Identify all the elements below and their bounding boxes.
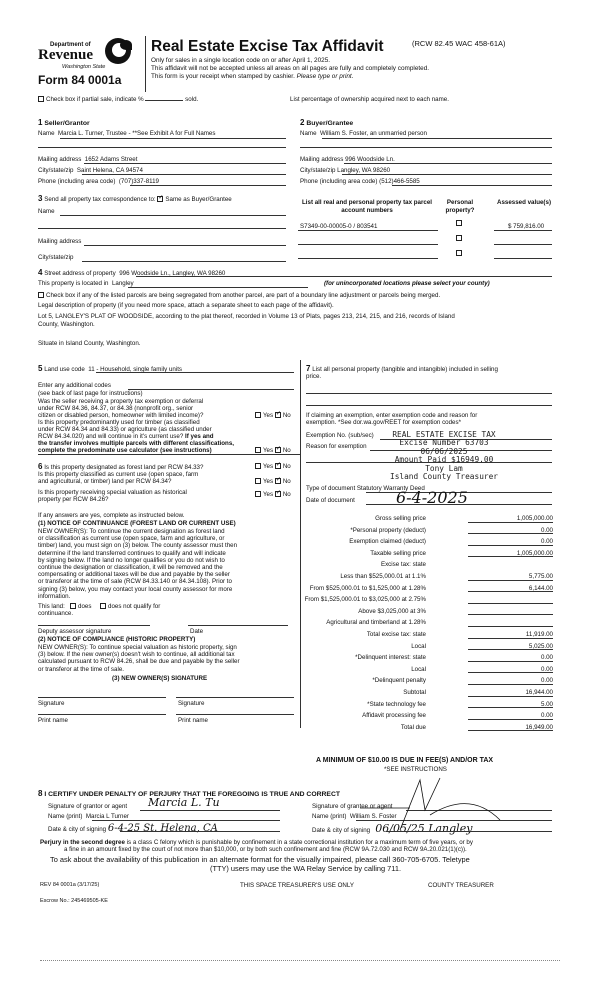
availability-line-2: (TTY) users may use the WA Relay Service by calling 711. <box>210 864 401 873</box>
legal-line-3: Situate in Island County, Washington. <box>38 340 141 347</box>
escrow-number: Escrow No.: 245469505-KE <box>40 898 108 904</box>
buyer-phone-line <box>392 185 552 186</box>
perjury-bold: Perjury in the second degree <box>40 839 125 846</box>
notice1-line: information. <box>38 592 71 600</box>
q1-yes-no <box>255 412 291 419</box>
tax-row-value[interactable]: 6,144.00 <box>468 585 553 593</box>
buyer-city-label: City/state/zip <box>300 167 336 174</box>
seller-name-line <box>60 138 286 139</box>
deputy-date-line <box>188 625 288 626</box>
tax-row-value[interactable] <box>468 619 553 627</box>
q1-yes-label: Yes <box>263 412 274 419</box>
doc-type-value[interactable]: Statutory Warranty Deed <box>356 485 425 492</box>
tax-row-value[interactable] <box>468 561 553 569</box>
revision-note: REV 84 0001a (3/17/25) <box>40 882 100 888</box>
sec5-head-text: Land use code <box>44 366 85 373</box>
notice1-line: by signing below. If the land no longer qualifies or you do not wish to <box>38 556 225 564</box>
grantor-name-value[interactable]: Marcia L Turner <box>85 813 129 820</box>
notice2-line: calculated pursuant to RCW 84.26, shall be due and payable by the seller <box>38 658 240 666</box>
buyer-phone-value[interactable]: (512)466-5585 <box>379 178 420 185</box>
q1-no-checkbox[interactable] <box>275 412 281 418</box>
minimum-notice: A MINIMUM OF $10.00 IS DUE IN FEE(S) AND/OR TAX <box>316 757 494 764</box>
grantor-name-label: Name (print) <box>48 813 83 820</box>
seller-phone-line <box>130 185 286 186</box>
sig2-label: Signature <box>178 700 205 707</box>
segregated-label: Check box if any of the listed parcels are being segregated from another parcel, are part of a boundary line adjustment or parcels being merged. <box>46 292 441 299</box>
sec3-city-label: City/state/zip <box>38 254 74 261</box>
sig1-label: Signature <box>38 700 65 707</box>
buyer-name-line <box>322 138 552 139</box>
buyer-city-value[interactable]: Langley, WA 98260 <box>337 167 391 174</box>
deputy-date-label: Date <box>190 628 204 635</box>
grantor-sig-label: Signature of grantor or agent <box>48 803 128 810</box>
stamp-line-4: Amount Paid $16949.00 <box>394 455 494 465</box>
personal-checkbox-3[interactable] <box>456 250 462 256</box>
grantor-sig-line <box>140 810 280 811</box>
tax-row-label: Less than $525,000.01 at 1.1% <box>340 573 426 580</box>
assessed-line1 <box>494 230 552 231</box>
grantee-name-label: Name (print) <box>312 813 347 820</box>
stamp-line-2: Excise Number 63703 <box>399 438 489 448</box>
located-value[interactable]: Langley <box>111 280 134 287</box>
stamp-line-6: Island County Treasurer <box>390 472 498 482</box>
tax-row-label: Total due <box>400 723 426 731</box>
tax-row-label: Gross selling price <box>375 515 426 522</box>
sec6-q1-yes-checkbox[interactable] <box>255 463 261 469</box>
notice2-body <box>38 644 240 673</box>
notice2-line: NEW OWNER(S): To continue special valuation as historic property, sign <box>38 644 237 651</box>
q2-line-3a: RCW 84.34.020) and will continue in it's current use? <box>38 433 184 440</box>
partial-sale-row <box>38 96 198 103</box>
additional-codes-line <box>128 389 294 390</box>
doc-date-value[interactable]: 6-4-2025 <box>396 488 468 507</box>
notice2-head: (2) NOTICE OF COMPLIANCE (HISTORIC PROPERTY) <box>38 636 196 643</box>
located-label: This property is located in <box>38 280 109 287</box>
grantor-date-value[interactable]: 6-4-25 St. Helena, CA <box>107 823 218 834</box>
legal-line-2: County, Washington. <box>38 321 95 328</box>
tax-row-value[interactable]: 0.00 <box>468 677 553 685</box>
sec6-q1-no-label: No <box>282 463 291 470</box>
ownership-note: List percentage of ownership acquired next to each name. <box>290 96 449 103</box>
buyer-head-text: Buyer/Grantee <box>306 120 354 127</box>
sec6-q3-yes-label: Yes <box>263 491 274 498</box>
notice2-line: (3) below. If the new owner(s) doesn't wish to continue, all additional tax <box>38 651 235 659</box>
tax-row-value[interactable] <box>468 596 553 604</box>
tax-row-label: Exemption claimed (deduct) <box>349 538 426 546</box>
sub-line-3b: Please type or print. <box>296 73 354 80</box>
q2-line-2: under RCW 84.34 and 84.33) or agriculture (as classified under <box>38 426 212 433</box>
buyer-mail-line <box>344 163 552 164</box>
q1-no-label: No <box>282 412 291 419</box>
print2-label: Print name <box>178 717 208 724</box>
header-subtext <box>151 57 429 81</box>
sec8-head-text: I CERTIFY UNDER PENALTY OF PERJURY THAT THE FOREGOING IS TRUE AND CORRECT <box>44 791 341 798</box>
county-treasurer-label: COUNTY TREASURER <box>428 882 494 889</box>
located-line <box>128 287 308 288</box>
parcel-line1 <box>298 230 438 231</box>
located-note: (for unincorporated locations please select your county) <box>324 280 490 287</box>
stamp-line-3: 06/06/2025 <box>420 446 468 456</box>
grantor-date-row <box>48 823 218 835</box>
grantee-name-value[interactable]: William S. Foster <box>349 813 397 820</box>
seller-mail-line <box>84 163 286 164</box>
tax-row-value[interactable] <box>468 608 553 616</box>
print2-line <box>176 714 294 715</box>
notice1-line: timber) land, you must sign on (3) below. The county assessor must then <box>38 542 238 550</box>
sec5-head: 5 Land use code 11 - Household, single family units <box>38 364 183 373</box>
notice2-line: or transferor at the time of sale. <box>38 665 124 673</box>
tax-row-label: *Delinquent penalty <box>372 677 426 685</box>
exempt-line-1: If claiming an exemption, enter exemption code and reason for <box>306 412 478 419</box>
sec3-head: 3 Send all property tax correspondence to: ✓ Same as Buyer/Grantee <box>38 194 232 203</box>
assessed-line2 <box>494 244 552 245</box>
seller-city-label: City/state/zip <box>38 167 74 174</box>
sec6-q1-text: Is this property designated as forest land per RCW 84.33? <box>44 464 204 471</box>
tax-row-label: Agricultural and timberland at 1.28% <box>326 619 426 627</box>
seller-name-line2 <box>38 147 286 148</box>
sec5-divider <box>38 454 300 455</box>
sold-label: sold. <box>185 96 199 103</box>
partial-sale-checkbox[interactable] <box>38 96 44 102</box>
sec3-name-label: Name <box>38 208 55 215</box>
new-owner-head: (3) NEW OWNER(S) SIGNATURE <box>112 675 208 682</box>
seller-city-value[interactable]: Saint Helena, CA 94574 <box>76 167 143 174</box>
parcel-col-header: List all real and personal property tax parcel account numbers <box>302 199 432 214</box>
tax-row-label: From $1,525,000.01 to $3,025,000 at 2.75% <box>304 596 426 604</box>
tax-row-value[interactable]: 16,949.00 <box>468 724 553 732</box>
notice1-line: compensating or additional taxes will be due and payable by the seller <box>38 571 230 579</box>
notice1-line: signing (3) below, you may contact your local county assessor for more <box>38 585 233 593</box>
sec6-q3-no-label: No <box>282 491 291 498</box>
seller-name-label: Name <box>38 130 55 137</box>
notice1-line: continue the designation or classification, it will be removed and the <box>38 564 223 572</box>
buyer-city-line <box>342 174 552 175</box>
q2-yes-checkbox[interactable] <box>255 447 261 453</box>
sec3-name-line2 <box>38 228 286 229</box>
tax-row-label: *State technology fee <box>367 700 426 708</box>
land-use-line <box>96 372 294 373</box>
segregated-checkbox[interactable] <box>38 292 44 298</box>
grantor-name-line <box>92 820 280 821</box>
seller-phone-label: Phone (including area code) <box>38 178 116 185</box>
seller-head: 1 Seller/Grantor <box>38 118 90 127</box>
does-label: does <box>78 603 92 610</box>
land-use-code[interactable]: 11 - Household, single family units <box>88 366 183 373</box>
tax-row-value[interactable]: 5.00 <box>468 701 553 709</box>
sec6-q2-yes-checkbox[interactable] <box>255 478 261 484</box>
perjury-text-1: is a class C felony which is punishable by confinement in a state correctional institution for a maximum term of five years, or by <box>124 839 473 846</box>
treasurer-stamp <box>390 431 498 481</box>
deputy-sig-line <box>38 625 150 626</box>
sec3-mail-label: Mailing address <box>38 238 82 245</box>
legal-line-1: Lot 5, LANGLEY'S PLAT OF WOODSIDE, according to the plat thereof, recorded in Volume 13 of Plats, pages 213, 214, 215, and 216, records of Island <box>38 313 455 320</box>
q2-line-3b: If yes and <box>185 433 214 440</box>
sec6-q1-yes-no <box>255 463 291 470</box>
sig2-line <box>176 697 294 698</box>
tax-row-value[interactable]: 1,005,000.00 <box>468 515 553 523</box>
perjury-line-2: a fine in an amount fixed by the court of not more than $10,000, or by both such confinement and fine (RCW 9A.72.030 and RCW 9A.20.021(1)(c)). <box>64 846 467 853</box>
revenue-logo-icon <box>105 38 131 64</box>
doc-date-line <box>366 504 552 505</box>
sec6-q2-no-label: No <box>282 478 291 485</box>
q2-line-4: the transfer involves multiple parcels with different classifications, <box>38 440 234 447</box>
does-not-label: does not qualify for <box>108 603 161 610</box>
sec6-q2-line-1: Is this property classified as current use (open space, farm <box>38 471 199 478</box>
dept-line: Department of <box>50 42 91 48</box>
seller-head-text: Seller/Grantor <box>44 120 90 127</box>
q2-no-checkbox[interactable] <box>275 447 281 453</box>
grantor-date-label: Date & city of signing <box>48 826 107 833</box>
sec4-head-text: Street address of property <box>44 270 116 277</box>
seller-name-value[interactable]: Marcia L. Turner, Trustee - **See Exhibit A for Full Names <box>57 130 216 137</box>
sec3-city-line <box>82 261 286 262</box>
tax-row-value[interactable]: 16,944.00 <box>468 689 553 697</box>
sec7-head-2: price. <box>306 373 322 380</box>
tax-row-value[interactable]: 0.00 <box>468 527 553 535</box>
notice1-line: or classification as current use (open space, farm and agriculture, or <box>38 535 225 543</box>
treasurer-only-label: THIS SPACE TREASURER'S USE ONLY <box>240 882 354 889</box>
q1-line-1: Was the seller receiving a property tax exemption or deferral <box>38 398 204 405</box>
print1-line <box>38 714 166 715</box>
bottom-dotted-line <box>40 960 560 961</box>
sec8-head: 8 I CERTIFY UNDER PENALTY OF PERJURY THAT THE FOREGOING IS TRUE AND CORRECT <box>38 789 341 798</box>
located-row <box>38 280 134 287</box>
sec7-line2 <box>306 405 552 406</box>
tax-row-label: Local <box>411 642 426 650</box>
sec7-line1 <box>306 393 552 394</box>
sec3-mail-line <box>84 245 286 246</box>
sec4-head: 4 Street address of property 996 Woodside Ln., Langley, WA 98260 <box>38 268 226 277</box>
sub-line-1: Only for sales in a single location code on or after April 1, 2025. <box>151 57 331 64</box>
sec6-q2-no-checkbox[interactable] <box>275 478 281 484</box>
tax-row-label: Total excise tax: state <box>366 631 426 638</box>
tax-row-value[interactable]: 1,005,000.00 <box>468 550 553 558</box>
tax-row-value[interactable]: 0.00 <box>468 538 553 546</box>
does-checkbox[interactable] <box>70 603 76 609</box>
q2-line-1: Is this property predominantly used for timber (as classified <box>38 419 200 426</box>
exempt-line-2: exemption. *See dor.wa.gov/REET for exemption codes* <box>306 419 462 426</box>
sig1-line <box>38 697 166 698</box>
personal-checkbox-1[interactable] <box>456 220 462 226</box>
partial-percent-field[interactable] <box>145 100 183 101</box>
notice1-line: NEW OWNER(S): To continue the current designation as forest land <box>38 528 225 535</box>
additional-codes-note: (see back of last page for instructions) <box>38 390 143 397</box>
this-land-label: This land: <box>38 603 65 610</box>
partial-sale-label: Check box if partial sale, indicate % <box>46 96 144 103</box>
sec7-head-text: List all personal property (tangible and intangible) included in selling <box>312 366 498 373</box>
buyer-phone-label: Phone (including area code) <box>300 178 378 185</box>
tax-row-label: Subtotal <box>403 689 426 696</box>
tax-row-label: *Delinquent interest: state <box>355 654 426 662</box>
same-as-buyer-checkbox[interactable] <box>157 196 163 202</box>
tax-row-label: Above $3,025,000 at 3% <box>358 607 426 615</box>
tax-row-value[interactable]: 0.00 <box>468 712 553 720</box>
personal-col-header: Personal property? <box>445 199 475 214</box>
availability-line-1: To ask about the availability of this publication in an alternate format for the visually impaired, please call 360-705-6705. Teletype <box>50 855 470 864</box>
seller-city-line <box>82 174 286 175</box>
sec6-q3-no-checkbox[interactable] <box>275 491 281 497</box>
tax-row-value[interactable]: 5,025.00 <box>468 643 553 651</box>
sec3-name-line <box>60 215 286 216</box>
parcel-number[interactable]: S7349-00-00005-0 / 803541 <box>300 223 378 230</box>
doc-type-label: Type of document <box>306 485 356 492</box>
sub-line-3: This form is your receipt when stamped by cashier. <box>151 73 295 80</box>
buyer-name-label: Name <box>300 130 317 137</box>
stamp-line-1: REAL ESTATE EXCISE TAX <box>392 430 496 439</box>
q1-line-2: under RCW 84.36, 84.37, or 84.38 (nonprofit org., senior <box>38 405 194 412</box>
exemption-no-label: Exemption No. (sub/sec) <box>306 432 374 439</box>
sec6-q3-line-2: property per RCW 84.26? <box>38 496 109 503</box>
sec6-q3-yes-no <box>255 491 291 498</box>
notice1-head: (1) NOTICE OF CONTINUANCE (FOREST LAND OR CURRENT USE) <box>38 520 236 527</box>
notice1-line: or transferor at the time of sale (RCW 84.33.140 or 84.34.108). Prior to <box>38 578 232 586</box>
buyer-mail-value[interactable]: 996 Woodside Ln. <box>345 156 395 163</box>
tax-row-value[interactable]: 0.00 <box>468 666 553 674</box>
notice1-line: determine if the land transferred continues to qualify and will indicate <box>38 549 226 557</box>
grantor-signature[interactable]: Marcia L. Tu <box>148 796 220 809</box>
tax-row-label: Local <box>411 665 426 673</box>
assessed-value[interactable]: $ 759,816.00 <box>508 223 545 230</box>
buyer-mail-label: Mailing address <box>300 156 344 163</box>
tax-row-value[interactable]: 5,775.00 <box>468 573 553 581</box>
tax-row-value[interactable]: 0.00 <box>468 654 553 662</box>
seller-mail-label: Mailing address <box>38 156 82 163</box>
sec6-q3-yes-checkbox[interactable] <box>255 491 261 497</box>
reason-label: Reason for exemption <box>306 443 367 450</box>
sec7-head: 7 List all personal property (tangible and intangible) included in selling <box>306 364 498 373</box>
buyer-head: 2 Buyer/Grantee <box>300 118 354 127</box>
tax-row-label: Affidavit processing fee <box>362 712 426 720</box>
additional-codes-label: Enter any additional codes <box>38 382 111 389</box>
q1-yes-checkbox[interactable] <box>255 412 261 418</box>
parcel-line2 <box>298 244 438 245</box>
buyer-name-row <box>300 130 427 137</box>
tax-row-value[interactable]: 11,919.00 <box>468 631 553 639</box>
assessed-col-header: Assessed value(s) <box>497 199 551 206</box>
revenue-wordmark: Revenue <box>38 47 93 63</box>
header-divider <box>145 36 146 92</box>
same-as-buyer-label: Same as Buyer/Grantee <box>165 196 232 203</box>
deputy-label: Deputy assessor signature <box>38 628 112 635</box>
grantor-date-line <box>120 831 280 832</box>
column-divider <box>300 360 301 728</box>
q2-no-label: No <box>282 447 291 454</box>
seller-name-row <box>38 130 215 137</box>
buyer-name-line2 <box>300 147 552 148</box>
sec6-q3-line-1: Is this property receiving special valuation as historical <box>38 489 187 496</box>
sec6-q1-no-checkbox[interactable] <box>275 463 281 469</box>
rcw-ref: (RCW 82.45 WAC 458-61A) <box>412 39 506 48</box>
grantee-date-value[interactable]: 06/05/25 Langley <box>375 822 473 835</box>
q2-yes-label: Yes <box>263 447 274 454</box>
stamp-line-5: Tony Lam <box>425 463 463 473</box>
if-any-note: If any answers are yes, complete as instructed below. <box>38 512 185 519</box>
seller-phone-value[interactable]: (707)337-8119 <box>118 178 159 185</box>
sec6-q1: 6 Is this property designated as forest land per RCW 84.33? <box>38 462 204 471</box>
seller-mail-value[interactable]: 1652 Adams Street <box>84 156 138 163</box>
doc-date-label: Date of document <box>306 497 355 504</box>
legal-label: Legal description of property (if you need more space, attach a separate sheet to each page of the affidavit). <box>38 302 334 309</box>
tax-row-label: Excise tax: state <box>380 561 426 569</box>
q1-line-3: citizen or disabled person, homeowner with limited income)? <box>38 412 204 419</box>
state-line: Washington State <box>62 64 106 70</box>
see-instructions: *SEE INSTRUCTIONS <box>384 766 447 773</box>
sec3-head-text: Send all property tax correspondence to: <box>44 196 156 203</box>
sub-line-2: This affidavit will not be accepted unless all areas on all pages are fully and completely completed. <box>151 65 430 72</box>
form-number: Form 84 0001a <box>38 73 122 87</box>
q2-line-5: complete the predominate use calculator (see instructions) <box>38 447 212 454</box>
buyer-name-value[interactable]: William S. Foster, an unmarried person <box>319 130 427 137</box>
continuance-label: continuance. <box>38 610 74 617</box>
address-line <box>136 276 552 277</box>
sec6-q1-yes-label: Yes <box>263 463 274 470</box>
print1-label: Print name <box>38 717 68 724</box>
property-address[interactable]: 996 Woodside Ln., Langley, WA 98260 <box>119 270 226 277</box>
tax-row-label: *Personal property (deduct) <box>350 526 426 534</box>
tax-row-label: Taxable selling price <box>370 549 426 557</box>
does-not-checkbox[interactable] <box>100 603 106 609</box>
personal-checkbox-2[interactable] <box>456 235 462 241</box>
assessed-line3 <box>494 258 552 259</box>
grantee-date-label: Date & city of signing <box>312 827 371 834</box>
grantee-signature-scribble <box>300 770 540 840</box>
sec6-q2-yes-no <box>255 478 291 485</box>
notice1-body <box>38 528 237 600</box>
tax-row-label: From $525,000.01 to $1,525,000 at 1.28% <box>309 584 426 592</box>
parcel-line3 <box>298 258 438 259</box>
grantee-sig-label: Signature of grantee or agent <box>312 803 393 810</box>
sec6-q2-yes-label: Yes <box>263 478 274 485</box>
sec6-q2-line-2: and agricultural, or timber) land per RCW 84.34? <box>38 478 172 485</box>
page-title: Real Estate Excise Tax Affidavit <box>151 38 384 55</box>
